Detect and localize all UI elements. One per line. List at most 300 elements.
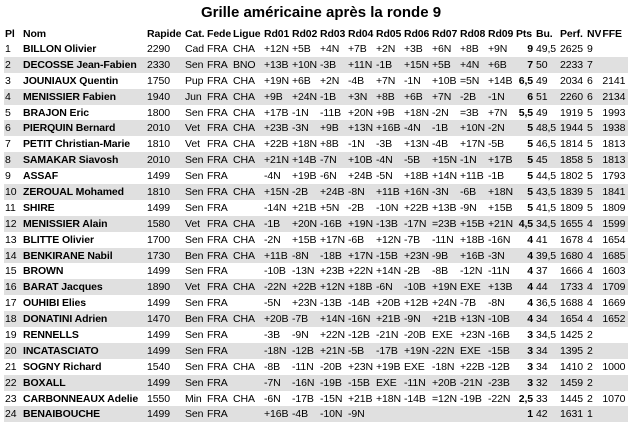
round-result-cell: +15B (459, 216, 487, 232)
round-result-cell: -2N (432, 106, 449, 119)
federation-cell: FRA (207, 328, 228, 341)
nv-cell: 4 (587, 233, 593, 246)
table-row (4, 168, 628, 184)
rating-cell: 1810 (146, 184, 184, 200)
round-result-cell: -3B (376, 138, 393, 151)
round-result-cell: -12N (460, 265, 483, 278)
performance-cell: 1733 (559, 279, 586, 295)
performance-cell: 1678 (560, 233, 583, 246)
round-result-cell: -17N (403, 216, 431, 232)
buchholz-cell: 44,5 (536, 170, 557, 183)
rating-cell: 1800 (147, 106, 170, 119)
round-result-cell: +24N (292, 90, 317, 103)
player-name-cell: MENISSIER Alain (22, 216, 146, 232)
player-name-cell: RENNELLS (23, 328, 79, 341)
buchholz-cell: 34,5 (536, 328, 557, 341)
round-result-cell: +14B (488, 74, 513, 87)
column-header: Fede (207, 28, 232, 40)
round-result-cell: +11B (460, 170, 484, 183)
league-cell: CHA (233, 74, 255, 87)
performance-cell: 1395 (559, 343, 586, 359)
round-result-cell: +17B (264, 106, 289, 119)
nv-cell: 2 (586, 343, 601, 359)
league-cell: CHA (232, 311, 263, 327)
performance-cell: 1654 (559, 311, 586, 327)
rank-cell: 11 (5, 201, 16, 214)
player-name-cell: BENKIRANE Nabil (22, 248, 146, 264)
page-title: Grille américaine après la ronde 9 (200, 4, 442, 21)
round-result-cell: -16N (347, 311, 375, 327)
points-cell: 7 (515, 57, 535, 73)
rating-cell: 1550 (147, 392, 170, 405)
federation-cell: FRA (206, 343, 232, 359)
category-cell: Sen (185, 360, 204, 373)
rating-cell: 1730 (146, 248, 184, 264)
federation-cell: FRA (207, 42, 228, 55)
points-cell: 5 (527, 201, 533, 214)
column-header: Rapide (147, 28, 182, 40)
round-result-cell: +18B (347, 279, 375, 295)
round-result-cell: -8B (264, 360, 281, 373)
round-result-cell: -2N (264, 233, 281, 246)
round-result-cell: -7N (263, 375, 291, 391)
round-result-cell: -16B (488, 328, 510, 341)
round-result-cell: -11N (488, 265, 510, 278)
federation-cell: FRA (207, 265, 228, 278)
federation-cell: FRA (206, 120, 232, 136)
round-result-cell: +20B (376, 297, 401, 310)
rating-cell: 1580 (146, 216, 184, 232)
table-row (4, 375, 628, 391)
league-cell: CHA (232, 279, 263, 295)
round-result-cell: +16B (375, 120, 403, 136)
nv-cell: 6 (586, 89, 601, 105)
round-result-cell: -13B (320, 297, 342, 310)
round-result-cell: +22B (264, 138, 289, 151)
league-cell (232, 343, 263, 359)
round-result-cell: -16N (488, 233, 511, 246)
rank-cell: 9 (5, 170, 11, 183)
points-cell: 5 (515, 152, 535, 168)
round-result-cell: EXE (432, 328, 453, 341)
round-result-cell: -3B (319, 57, 347, 73)
round-result-cell: +5B (292, 42, 311, 55)
player-name-cell: BRAJON Eric (23, 106, 90, 119)
round-result-cell: -18B (319, 248, 347, 264)
round-result-cell: -6N (264, 392, 281, 405)
nv-cell: 4 (586, 279, 601, 295)
round-result-cell: -11N (292, 360, 314, 373)
round-result-cell: +19N (432, 281, 457, 294)
league-cell: CHA (233, 138, 255, 151)
category-cell: Ben (184, 248, 206, 264)
round-result-cell: -14B (404, 392, 426, 405)
performance-cell: 1631 (559, 406, 586, 422)
round-result-cell: +17B (487, 152, 515, 168)
rating-cell: 2010 (146, 120, 184, 136)
table-row (4, 295, 628, 311)
table-row (4, 248, 628, 264)
round-result-cell: -8N (291, 248, 319, 264)
nv-cell: 2 (586, 375, 601, 391)
rating-cell: 1499 (146, 375, 184, 391)
round-result-cell (403, 406, 431, 422)
league-cell (232, 375, 263, 391)
points-cell: 3 (527, 360, 533, 373)
category-cell: Sen (185, 170, 204, 183)
round-result-cell: -1B (488, 170, 505, 183)
round-result-cell: -5B (347, 343, 375, 359)
player-name-cell: SOGNY Richard (23, 360, 102, 373)
round-result-cell: +22B (404, 201, 429, 214)
category-cell: Jun (184, 89, 206, 105)
buchholz-cell: 41 (536, 233, 548, 246)
round-result-cell: +2N (376, 42, 396, 55)
round-result-cell: =5N (460, 74, 480, 87)
table-row (4, 136, 628, 152)
round-result-cell: +19N (264, 74, 289, 87)
performance-cell: 1459 (559, 375, 586, 391)
performance-cell: 2625 (560, 42, 583, 55)
round-result-cell: -9B (431, 248, 459, 264)
round-result-cell: -16N (291, 375, 319, 391)
player-name-cell: BROWN (23, 265, 64, 278)
buchholz-cell: 34 (536, 360, 548, 373)
round-result-cell: +16N (404, 185, 429, 198)
round-result-cell: +21N (264, 154, 289, 167)
rank-cell: 13 (5, 233, 17, 246)
round-result-cell: -10N (319, 406, 347, 422)
round-result-cell: +15B (292, 233, 317, 246)
round-result-cell: -15N (320, 392, 343, 405)
round-result-cell: -6B (459, 184, 487, 200)
round-result-cell: +13B (263, 57, 291, 73)
performance-cell: 1680 (559, 248, 586, 264)
round-result-cell: +17N (460, 138, 485, 151)
round-result-cell: -10B (487, 311, 515, 327)
league-cell: CHA (232, 89, 263, 105)
round-result-cell: -3N (291, 120, 319, 136)
league-cell (232, 406, 263, 422)
round-result-cell: -20B (320, 360, 342, 373)
ffe-cell: 1652 (601, 311, 628, 327)
round-result-cell: -14N (264, 201, 287, 214)
round-result-cell: -4B (348, 74, 365, 87)
round-result-cell: -22N (488, 392, 511, 405)
category-cell: Sen (184, 375, 206, 391)
player-name-cell: BILLON Olivier (23, 42, 97, 55)
rating-cell: 1940 (146, 89, 184, 105)
ffe-cell: 1070 (602, 392, 626, 405)
round-result-cell: -12B (291, 343, 319, 359)
ffe-cell: 1993 (602, 106, 626, 119)
round-result-cell: +13N (460, 313, 485, 326)
category-cell: Vet (184, 279, 206, 295)
round-result-cell: -1B (319, 89, 347, 105)
round-result-cell: -11N (432, 233, 454, 246)
nv-cell: 2 (587, 360, 593, 373)
column-header: Perf. (560, 28, 583, 40)
round-result-cell: EXE (375, 375, 403, 391)
rank-cell: 18 (4, 311, 22, 327)
category-cell: Sen (184, 184, 206, 200)
round-result-cell (431, 406, 459, 422)
round-result-cell: -3N (431, 184, 459, 200)
rating-cell: 1499 (147, 328, 170, 341)
buchholz-cell: 44 (535, 279, 559, 295)
ffe-cell: 1669 (602, 297, 626, 310)
round-result-cell: -5N (376, 170, 393, 183)
round-result-cell: -15B (347, 375, 375, 391)
round-result-cell: +15B (488, 201, 513, 214)
round-result-cell: -1B (375, 57, 403, 73)
round-result-cell: -7B (404, 233, 421, 246)
round-result-cell: +23N (348, 360, 373, 373)
player-name-cell: BLITTE Olivier (23, 233, 94, 246)
round-result-cell: -21N (376, 328, 399, 341)
league-cell: CHA (233, 233, 255, 246)
round-result-cell: -10B (264, 265, 286, 278)
category-cell: Sen (185, 328, 204, 341)
table-row (4, 73, 628, 89)
round-result-cell: +17N (348, 249, 373, 262)
round-result-cell: +22B (460, 360, 485, 373)
rating-cell: 1499 (147, 297, 170, 310)
player-name-cell: DECOSSE Jean-Fabien (22, 57, 146, 73)
round-result-cell: +6N (432, 42, 452, 55)
column-header: Rd08 (460, 28, 486, 40)
ffe-cell: 1603 (602, 265, 626, 278)
buchholz-cell: 46,5 (536, 138, 557, 151)
column-header: Rd05 (376, 28, 402, 40)
federation-cell: FRA (207, 297, 228, 310)
league-cell (232, 168, 263, 184)
player-name-cell: ZEROUAL Mohamed (22, 184, 146, 200)
round-result-cell: EXE (459, 343, 487, 359)
round-result-cell: +12N (320, 281, 345, 294)
round-result-cell: -1N (292, 106, 309, 119)
table-row (4, 89, 628, 105)
points-cell: 4 (527, 297, 533, 310)
points-cell: 4 (515, 279, 535, 295)
round-result-cell: +24B (348, 170, 373, 183)
league-cell: CHA (233, 392, 255, 405)
round-result-cell: -1N (404, 74, 421, 87)
federation-cell: FRA (206, 152, 232, 168)
round-result-cell: -14B (348, 297, 370, 310)
rating-cell: 1540 (147, 360, 170, 373)
nv-cell: 5 (587, 170, 593, 183)
points-cell: 9 (527, 42, 533, 55)
column-header: Rd01 (264, 28, 290, 40)
round-result-cell: -11B (320, 106, 341, 119)
player-name-cell: PIERQUIN Bernard (22, 120, 146, 136)
federation-cell: FRA (207, 392, 228, 405)
round-result-cell: -7B (291, 311, 319, 327)
round-result-cell: +18N (404, 106, 429, 119)
player-name-cell: PETIT Christian-Marie (23, 138, 131, 151)
round-result-cell: -22N (263, 279, 291, 295)
round-result-cell: -18N (432, 360, 455, 373)
round-result-cell: -2B (348, 201, 365, 214)
round-result-cell: -4N (264, 170, 281, 183)
round-result-cell: +20B (263, 311, 291, 327)
round-result-cell: +10B (347, 152, 375, 168)
round-result-cell: +16B (459, 248, 487, 264)
league-cell: CHA (232, 248, 263, 264)
rank-cell: 16 (4, 279, 22, 295)
table-row (4, 57, 628, 73)
round-result-cell: -3B (264, 328, 281, 341)
table-row (4, 232, 628, 248)
ffe-cell (601, 343, 628, 359)
table-row (4, 105, 628, 121)
performance-cell: 1809 (560, 201, 583, 214)
federation-cell: FRA (206, 279, 232, 295)
category-cell: Ben (184, 311, 206, 327)
round-result-cell: -9N (292, 328, 309, 341)
player-name-cell: SHIRE (23, 201, 55, 214)
round-result-cell: +14N (432, 170, 457, 183)
player-name-cell: MENISSIER Fabien (22, 89, 146, 105)
category-cell: Sen (185, 265, 204, 278)
rating-cell: 1750 (147, 74, 170, 87)
round-result-cell: +18N (376, 392, 401, 405)
performance-cell: 1839 (559, 184, 586, 200)
rank-cell: 20 (4, 343, 22, 359)
league-cell: CHA (232, 152, 263, 168)
buchholz-cell: 50 (535, 57, 559, 73)
round-result-cell: -22N (431, 343, 459, 359)
federation-cell: FRA (206, 311, 232, 327)
federation-cell: FRA (206, 248, 232, 264)
round-result-cell: -11N (403, 375, 431, 391)
table-row (4, 216, 628, 232)
round-result-cell: =12N (432, 392, 457, 405)
round-result-cell: EXE (404, 360, 425, 373)
ffe-cell: 1685 (601, 248, 628, 264)
performance-cell: 2034 (560, 74, 583, 87)
round-result-cell: -6N (320, 170, 337, 183)
round-result-cell: +2N (320, 74, 340, 87)
round-result-cell: -8N (488, 297, 505, 310)
performance-cell: 1410 (560, 360, 583, 373)
category-cell: Sen (185, 297, 204, 310)
round-result-cell: -18N (263, 343, 291, 359)
rating-cell: 1470 (146, 311, 184, 327)
round-result-cell: +15N (432, 154, 457, 167)
round-result-cell: -2N (487, 120, 515, 136)
federation-cell: FRA (206, 89, 232, 105)
player-name-cell: BENAIBOUCHE (22, 406, 146, 422)
category-cell: Sen (184, 152, 206, 168)
federation-cell: FRA (206, 375, 232, 391)
round-result-cell: -1N (459, 152, 487, 168)
buchholz-cell: 51 (535, 89, 559, 105)
nv-cell: 5 (587, 201, 593, 214)
round-result-cell: +6B (487, 57, 515, 73)
round-result-cell: +7B (348, 42, 367, 55)
round-result-cell: +19B (292, 170, 317, 183)
rank-cell: 17 (5, 297, 17, 310)
round-result-cell: +21B (348, 392, 373, 405)
round-result-cell: +20B (431, 375, 459, 391)
table-row (4, 120, 628, 136)
column-header: NV (587, 28, 602, 40)
nv-cell: 2 (587, 328, 593, 341)
table-row (4, 311, 628, 327)
round-result-cell: +5B (431, 57, 459, 73)
category-cell: Vet (184, 120, 206, 136)
round-result-cell: -12B (348, 328, 370, 341)
rank-cell: 14 (4, 248, 22, 264)
nv-cell: 6 (587, 74, 593, 87)
round-result-cell: -17B (292, 392, 314, 405)
round-result-cell: -4B (291, 406, 319, 422)
buchholz-cell: 39,5 (535, 248, 559, 264)
table-row (4, 263, 628, 279)
performance-cell: 1445 (560, 392, 583, 405)
rank-cell: 8 (4, 152, 22, 168)
points-cell: 4 (515, 311, 535, 327)
round-result-cell: -16B (319, 216, 347, 232)
round-result-cell: +13N (348, 122, 373, 135)
ffe-cell: 1813 (602, 138, 626, 151)
ffe-cell: 1841 (601, 184, 628, 200)
points-cell: 5 (515, 184, 535, 200)
column-header: Bu. (536, 28, 553, 40)
round-result-cell: -17B (375, 343, 403, 359)
player-name-cell: JOUNIAUX Quentin (23, 74, 119, 87)
column-header: Pl (5, 28, 15, 40)
federation-cell: FRA (207, 170, 228, 183)
rating-cell: 1499 (146, 406, 184, 422)
player-name-cell: CARBONNEAUX Adelie (23, 392, 139, 405)
round-result-cell: +10B (432, 74, 457, 87)
federation-cell: FRA (207, 106, 228, 119)
buchholz-cell: 34 (535, 311, 559, 327)
column-header: Rd02 (292, 28, 318, 40)
round-result-cell: -20B (404, 328, 426, 341)
rank-cell: 4 (4, 89, 22, 105)
round-result-cell: +12N (264, 42, 289, 55)
round-result-cell: +21N (488, 217, 513, 230)
category-cell: Sen (185, 201, 204, 214)
round-result-cell: +7N (431, 89, 459, 105)
round-result-cell: +18B (404, 170, 429, 183)
round-result-cell: +4N (459, 57, 487, 73)
federation-cell: FRA (207, 74, 228, 87)
league-cell: CHA (233, 106, 255, 119)
round-result-cell: -2B (404, 265, 421, 278)
league-cell: BNO (232, 57, 263, 73)
column-header: Nom (23, 28, 47, 40)
league-cell (232, 263, 263, 279)
rank-cell: 2 (4, 57, 22, 73)
nv-cell: 5 (587, 138, 593, 151)
nv-cell: 5 (586, 152, 601, 168)
round-result-cell: +3B (404, 42, 423, 55)
round-result-cell: -19B (319, 375, 347, 391)
points-cell: 5 (527, 138, 533, 151)
points-cell: 3 (515, 375, 535, 391)
round-result-cell: +24B (319, 184, 347, 200)
round-result-cell: -2B (291, 184, 319, 200)
rank-cell: 21 (5, 360, 17, 373)
points-cell: 4 (527, 265, 533, 278)
points-cell: 4 (515, 248, 535, 264)
ffe-cell: 1599 (601, 216, 628, 232)
